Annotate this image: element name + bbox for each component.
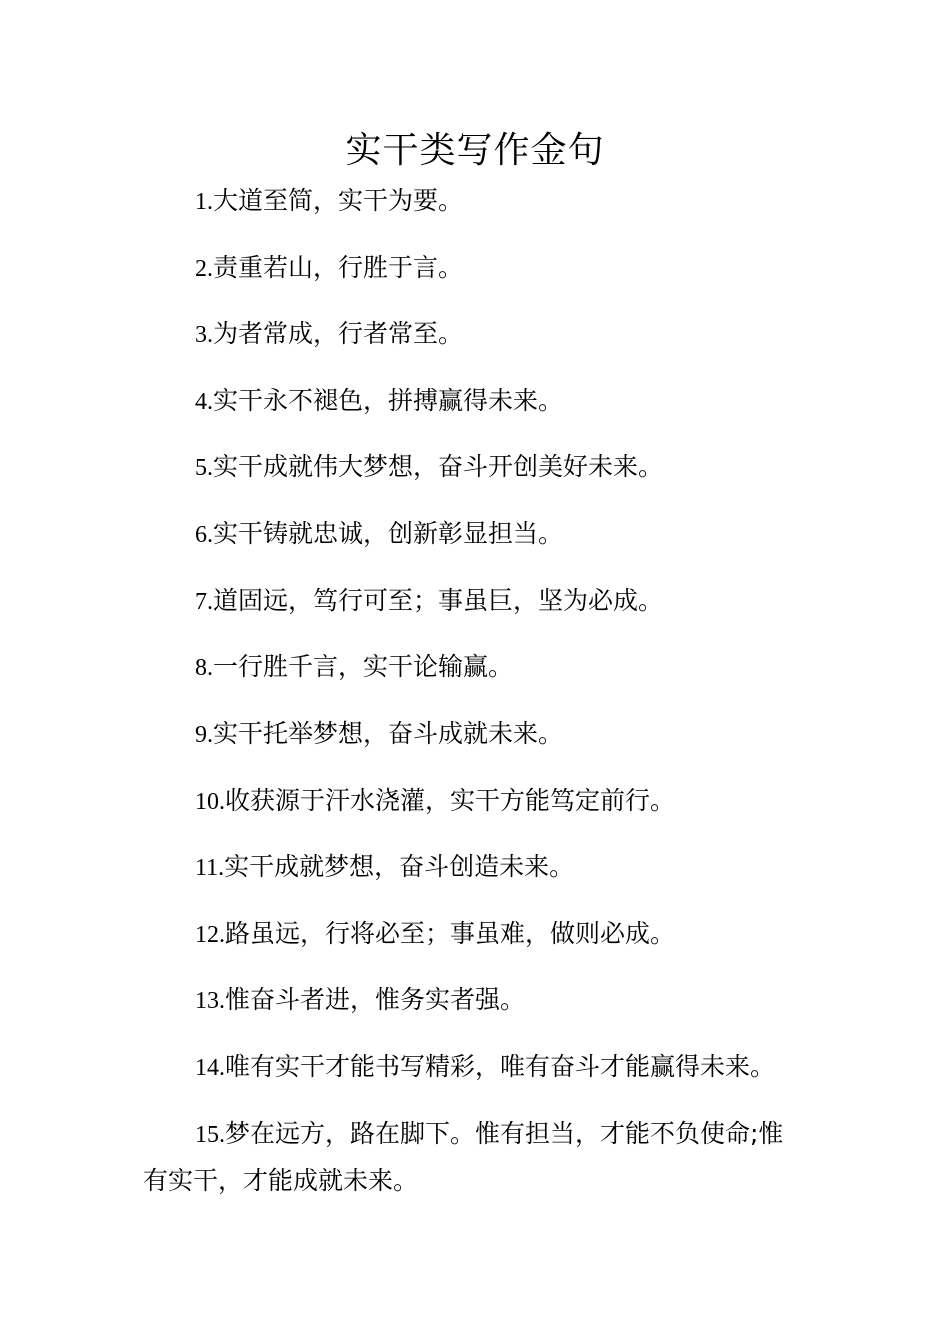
item-line	[195, 517, 563, 552]
item-text: 实干成就梦想，奋斗创造未来。	[224, 852, 575, 881]
item-text: 实干铸就忠诚，创新彰显担当。	[213, 519, 564, 548]
item-text: 收获源于汗水浇灌，实干方能笃定前行。	[225, 786, 676, 815]
item-number: 3.	[195, 322, 213, 348]
item-line	[195, 384, 563, 419]
item-text: 一行胜千言，实干论输赢。	[213, 652, 514, 681]
item-line	[195, 850, 574, 885]
item-line	[195, 717, 563, 752]
item-line	[195, 317, 463, 352]
item-number: 11.	[195, 855, 225, 881]
item-line	[195, 251, 463, 286]
item-number: 6.	[195, 522, 213, 548]
item-number: 2.	[195, 256, 213, 282]
item-text: 道固远，笃行可至；事虽巨，坚为必成。	[213, 586, 664, 615]
item-number: 5.	[195, 455, 213, 481]
item-line	[195, 983, 525, 1018]
item-text: 实干永不褪色，拼搏赢得未来。	[213, 386, 564, 415]
item-line	[195, 584, 663, 619]
item-number: 8.	[195, 655, 213, 681]
item-text: 梦在远方，路在脚下。惟有担当，才能不负使命;惟	[225, 1119, 784, 1148]
item-number: 14.	[195, 1055, 225, 1081]
item-line	[195, 784, 675, 819]
item-text: 责重若山，行胜于言。	[213, 253, 464, 282]
item-number: 15.	[195, 1122, 225, 1148]
item-text: 唯有实干才能书写精彩，唯有奋斗才能赢得未来。	[225, 1052, 776, 1081]
item-line	[195, 1117, 783, 1152]
item-line	[195, 184, 463, 219]
item-line	[195, 450, 663, 485]
item-number: 9.	[195, 722, 213, 748]
item-text: 惟奋斗者进，惟务实者强。	[225, 985, 526, 1014]
item-text: 实干成就伟大梦想，奋斗开创美好未来。	[213, 452, 664, 481]
item-text: 大道至简，实干为要。	[213, 186, 464, 215]
item-line	[195, 650, 513, 685]
item-number: 1.	[195, 189, 213, 215]
item-text: 为者常成，行者常至。	[213, 319, 464, 348]
item-number: 10.	[195, 789, 225, 815]
item-line	[195, 917, 675, 952]
item-text: 路虽远，行将必至；事虽难，做则必成。	[225, 919, 676, 948]
item-number: 12.	[195, 922, 225, 948]
item-continuation-text: 有实干，才能成就未来。	[143, 1166, 419, 1195]
item-number: 4.	[195, 389, 213, 415]
item-number: 13.	[195, 988, 225, 1014]
item-number: 7.	[195, 589, 213, 615]
document-title: 实干类写作金句	[345, 130, 605, 171]
item-text: 实干托举梦想，奋斗成就未来。	[213, 719, 564, 748]
item-line	[195, 1050, 775, 1085]
